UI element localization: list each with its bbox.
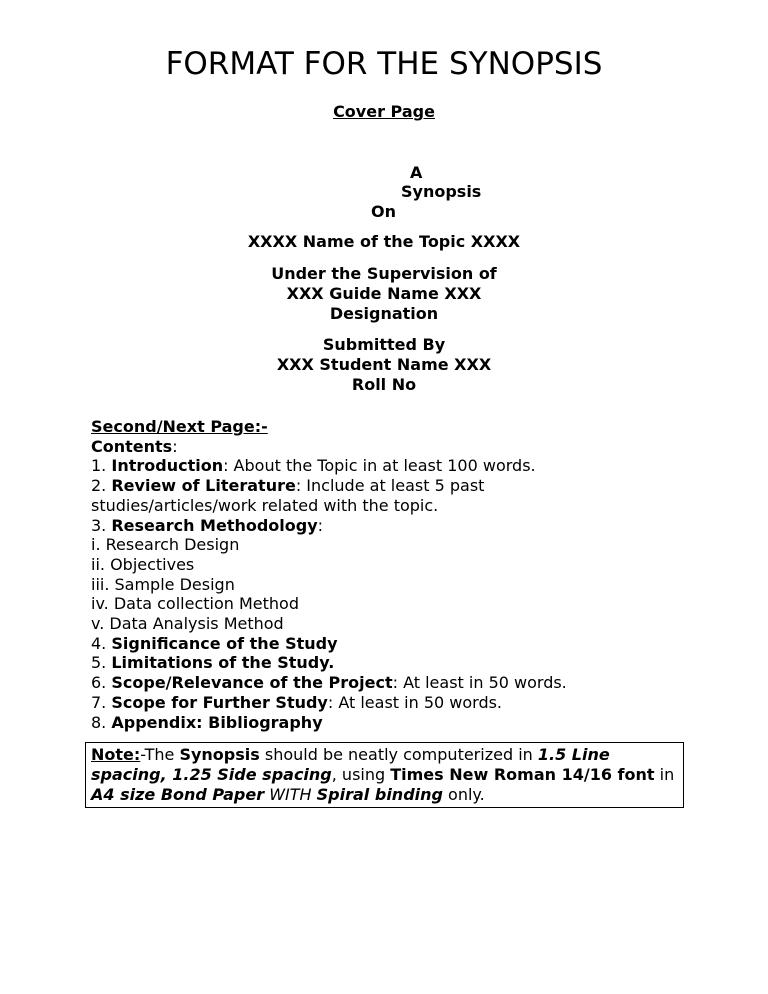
item-number: 3. [91,515,112,535]
roll-number: Roll No [351,375,417,394]
item-title: Introduction [111,456,224,476]
contents-item [91,634,691,654]
contents-item [91,555,691,575]
contents-item [91,516,691,536]
item-title: Scope/Relevance of the Project [111,673,393,693]
item-title: Significance of the Study [111,633,338,653]
item-number: 5. [91,653,112,673]
contents-item [91,476,691,496]
item-description: iii. Sample Design [91,574,235,594]
contents-item [91,713,691,733]
note-text: Spiral binding [316,785,443,804]
cover-line-a: A [410,163,423,182]
item-description: iv. Data collection Method [91,594,299,614]
item-title: Appendix: Bibliography [111,712,323,732]
cover-page-heading: Cover Page [333,102,435,121]
item-description: : At least in 50 words. [392,673,567,693]
guide-designation: Designation [329,304,439,323]
submitted-block [0,335,768,395]
second-page-heading: Second/Next Page:- [91,417,268,436]
item-description: ii. Objectives [91,554,195,574]
note-box [85,742,684,808]
page-title: FORMAT FOR THE SYNOPSIS [165,46,603,82]
note-text: A4 size Bond Paper [91,785,265,804]
contents-list [91,456,691,732]
item-description: : Include at least 5 past [295,476,485,496]
note-text: WITH [269,785,312,804]
item-description: i. Research Design [91,535,240,555]
item-number: 1. [91,456,112,476]
item-number: 7. [91,692,112,712]
item-number: 2. [91,476,112,496]
item-title: Scope for Further Study [111,692,328,712]
item-description: studies/articles/work related with the topic. [91,495,439,515]
contents-colon: : [172,436,178,456]
contents-item [91,594,691,614]
item-number: 8. [91,712,112,732]
cover-line-synopsis: Synopsis [401,182,482,201]
item-title: Research Methodology [111,515,318,535]
contents-item [91,614,691,634]
guide-name: XXX Guide Name XXX [286,284,482,303]
contents-heading [91,437,691,457]
note-text: only. [442,785,485,804]
note-text: in [654,765,675,784]
topic-block [0,232,768,252]
contents-item [91,575,691,595]
contents-label: Contents [91,436,173,456]
item-description: v. Data Analysis Method [91,614,284,634]
contents-item [91,673,691,693]
note-text: Synopsis [179,745,260,764]
supervision-block [0,264,768,324]
item-description: : At least in 50 words. [327,692,503,712]
note-text: Times New Roman 14/16 font [390,765,655,784]
contents-item [91,693,691,713]
note-text: should be neatly computerized in [259,745,538,764]
item-number: 6. [91,673,112,693]
note-text: , using [331,765,391,784]
supervision-label: Under the Supervision of [271,264,497,283]
topic-name: XXXX Name of the Topic XXXX [247,232,521,251]
student-name: XXX Student Name XXX [276,355,492,374]
note-label: Note: [91,745,141,764]
note-text: 1.5 Line spacing, 1.25 Side spacing [91,745,610,784]
contents-item [91,535,691,555]
cover-line-on: On [371,202,396,221]
item-title: Review of Literature [111,476,296,496]
item-number: 4. [91,633,112,653]
note-text: -The [140,745,180,764]
contents-item [91,496,691,516]
contents-item [91,456,691,476]
item-title: Limitations of the Study. [111,653,335,673]
submitted-label: Submitted By [322,335,446,354]
item-description: : About the Topic in at least 100 words. [223,456,536,476]
contents-section [91,417,691,732]
contents-item [91,653,691,673]
item-description: : [317,515,324,535]
